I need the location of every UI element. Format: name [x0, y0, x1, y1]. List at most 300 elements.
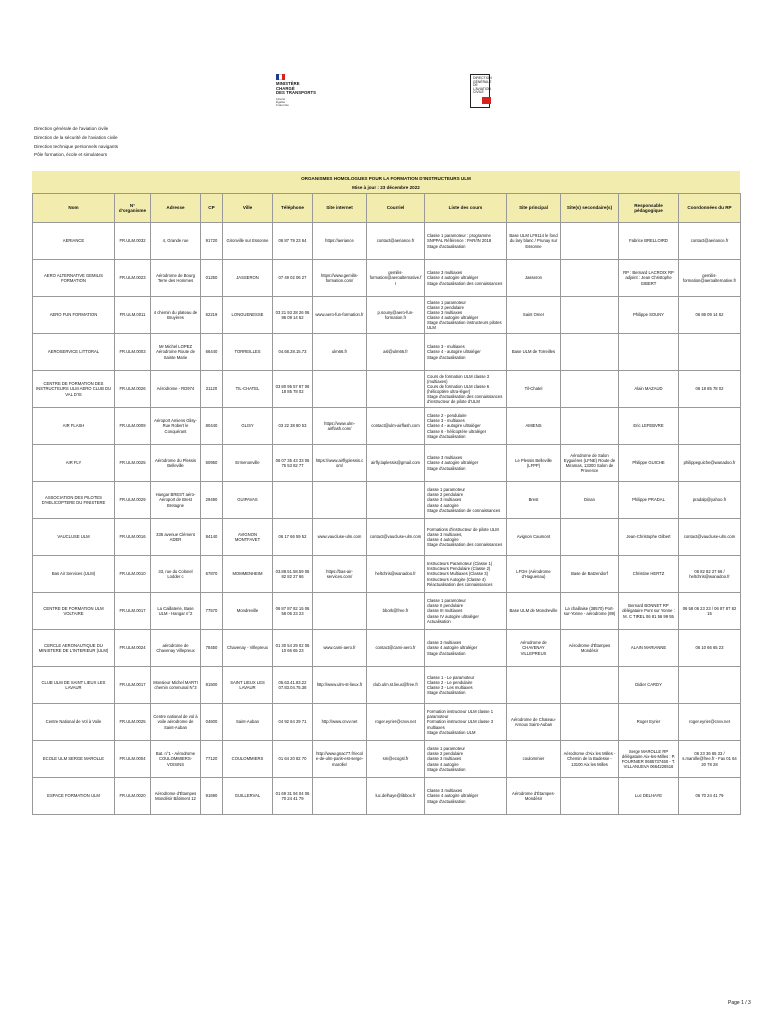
table-row [33, 519, 741, 556]
address: Aérodrome du Plessis Belleville [151, 445, 201, 482]
phone: 07 49 02 06 27 [273, 260, 313, 297]
table-row [33, 223, 741, 260]
org-name: CLUB ULM DE SAINT LIEUX LES LAVAUR [33, 667, 115, 704]
phone: 05.63.41.83.22 07.83.04.75.38 [273, 667, 313, 704]
email: contact@aeriance.fr [367, 223, 425, 260]
course-item: classe 3 multiaxes [427, 640, 462, 646]
col-header: Liste des cours [425, 194, 507, 223]
org-name: CENTRE DE FORMATION ULM VOLTAIRE [33, 593, 115, 630]
email: contact@vaucluse-ulm.com [367, 519, 425, 556]
email [367, 482, 425, 519]
pedagogical-lead: RP : Bernard LACROIX RP adjoint : Jean Christophe GIBERT [619, 260, 679, 297]
header-line: Direction de la sécurité de l'aviation civile [34, 134, 118, 140]
city: TORREILLES [223, 334, 273, 371]
org-number: FR.ULM.0026 [115, 371, 151, 408]
org-name: VAUCLUSE ULM [33, 519, 115, 556]
table-header-row [33, 194, 741, 223]
course-list [425, 297, 507, 334]
email: p.souny@aero-fun-formation.fr [367, 297, 425, 334]
postal-code: 81500 [201, 667, 223, 704]
secondary-sites: Aérodrome d'Aix les Milles - Chemin de la Badesse - 13100 Aix les Milles [561, 741, 619, 778]
main-site: Aérodrome de Chateau-Arnoux Saint-Auban [507, 704, 561, 741]
city: LONGUENESSE [223, 297, 273, 334]
course-item: Stage d'actualisation de connaissances [427, 507, 501, 513]
org-number: FR.ULM.0023 [115, 260, 151, 297]
secondary-sites [561, 519, 619, 556]
postal-code: 62219 [201, 297, 223, 334]
course-item: Actualisation [427, 618, 451, 624]
course-list [425, 445, 507, 482]
course-item: Classe 1 - Le paramoteur [427, 674, 475, 680]
course-item: Stage d'actualisation [427, 465, 466, 471]
course-item: Classe 6 - hélicoptère ultraléger [427, 428, 487, 434]
course-item: Classe 1 paramoteur [427, 299, 466, 305]
table-row [33, 334, 741, 371]
secondary-sites [561, 408, 619, 445]
course-item: classe 4 autogire ultraléger [427, 645, 478, 651]
website: https://www.airflyplessis.com/ [313, 445, 367, 482]
secondary-sites [561, 778, 619, 815]
pedagogical-lead: Philippe SOUNY [619, 297, 679, 334]
col-header: Courriel [367, 194, 425, 223]
table-row [33, 482, 741, 519]
course-item: Stage d'actualisation [427, 354, 466, 360]
col-header: CP [201, 194, 223, 223]
main-site: LFGH (Aérodrome d'Haguenau) [507, 556, 561, 593]
org-number: FR.ULM.0016 [115, 519, 151, 556]
postal-code: 84140 [201, 519, 223, 556]
course-item: Stage d'actualisation des connaissances [427, 280, 503, 286]
course-list [425, 704, 507, 741]
org-number: FR.ULM.0017 [115, 593, 151, 630]
email: heltchris@wanadoo.fr [367, 556, 425, 593]
org-name: Bas Air Services (ULM) [33, 556, 115, 593]
table-row [33, 556, 741, 593]
org-name: ESPACE FORMATION ULM [33, 778, 115, 815]
course-list [425, 778, 507, 815]
secondary-sites [561, 667, 619, 704]
course-list [425, 482, 507, 519]
postal-code: 80440 [201, 408, 223, 445]
course-item: Formations d'instructeur de pilote ULM classe 3 multiaxes, [427, 526, 499, 537]
secondary-sites [561, 704, 619, 741]
col-header: Ville [223, 194, 273, 223]
website: www.cami-aero.fr [313, 630, 367, 667]
course-item: Classe 2 - Le pendulaire [427, 679, 473, 685]
organisms-table [32, 193, 741, 815]
org-name: AERO FUN FORMATION [33, 297, 115, 334]
website: https://bas-air-services.com/ [313, 556, 367, 593]
table-row [33, 371, 741, 408]
col-header: Adresse [151, 194, 201, 223]
col-header: Site(s) secondaire(s) [561, 194, 619, 223]
course-item: classe III multiaxes [427, 608, 463, 614]
table-title: ORGANISMES HOMOLOGUES POUR LA FORMATION D'INSTRUCTEURS ULM [301, 176, 471, 181]
phone: 03 21 93 28 26 06 86 09 14 62 [273, 297, 313, 334]
lead-contact: contact@aeriance.fr [679, 223, 741, 260]
website: https://www.ulm-airflash.com/ [313, 408, 367, 445]
course-item: Cours de formation ULM classe 3 (multiaxes) [427, 373, 490, 384]
course-item: classe 1 paramoteur [427, 746, 465, 752]
org-name: AERIANCE [33, 223, 115, 260]
main-site: Base ULM LF9114 le fond du lary blanc / Prunay sur Essonne [507, 223, 561, 260]
website [313, 482, 367, 519]
lead-contact: pradalp@yahoo.fr [679, 482, 741, 519]
main-site: Base ULM de Torreilles [507, 334, 561, 371]
city: MOMMENHEIM [223, 556, 273, 593]
col-header: N° d'organisme [115, 194, 151, 223]
course-item: Stage d'actualisation [427, 433, 466, 439]
phone: 06 87 87 82 15 06 58 06 23 23 [273, 593, 313, 630]
phone: 01 69 31 94 04 06 70 24 41 79 [273, 778, 313, 815]
pedagogical-lead: Fabrice BRELLOIRD [619, 223, 679, 260]
email: asl@ulm66.fr [367, 334, 425, 371]
org-number: FR.ULM.0029 [115, 482, 151, 519]
postal-code: 29490 [201, 482, 223, 519]
course-item: Classe 4 - autogire ultraléger [427, 349, 481, 355]
address: Aérodrome d'Étampes Mondésir Bâtiment 12 [151, 778, 201, 815]
main-site: Til-Chatel [507, 371, 561, 408]
course-item: Stage d'actualisation [427, 690, 466, 696]
course-item: Instructeurs Paramoteur (Classe 1) [427, 561, 493, 567]
course-item: Stage d'actualisation instructeurs pilotes ULM [427, 320, 502, 331]
org-name: CERCLE AERONAUTIQUE DU MINISTERE DE L'INTERIEUR (ULM) [33, 630, 115, 667]
email: airfly.laplessis@gmail.com [367, 445, 425, 482]
main-site [507, 667, 561, 704]
course-item: Stage d'actualisation des connaissances [427, 542, 503, 548]
postal-code: 04600 [201, 704, 223, 741]
phone: 03 22 38 80 53 [273, 408, 313, 445]
main-site: AMIENS [507, 408, 561, 445]
email: bbork@free.fr [367, 593, 425, 630]
course-item: classe 4 autogire [427, 537, 459, 542]
course-item: classe 2 pendulaire [427, 751, 464, 757]
col-header: Site internet [313, 194, 367, 223]
city: COULOMMIERS [223, 741, 273, 778]
course-item: Classe 4 - autogire ultraléger [427, 423, 481, 429]
city: JASSERON [223, 260, 273, 297]
phone: 03.88.51.58.59 06 82 82 27 66 [273, 556, 313, 593]
table-row [33, 778, 741, 815]
address: Hangar BREST aéro-Aéroport de Brest Bretagne [151, 482, 201, 519]
col-header: Téléphone [273, 194, 313, 223]
postal-code: 91690 [201, 778, 223, 815]
course-item: Formation instructeur ULM classe 3 multiaxes [427, 719, 494, 730]
city: TIL-CHATEL [223, 371, 273, 408]
org-number: FR.ULM.0003 [115, 334, 151, 371]
secondary-sites: La chaillaise (38570) Port-sur-Yonne - aérodrome (89) [561, 593, 619, 630]
ministry-logo [276, 74, 336, 108]
lead-contact: 06 23 36 65 33 / s.marolle@free.fr - Fax 01 64 20 78 28 [679, 741, 741, 778]
email: sm@ecogsl.fr [367, 741, 425, 778]
address: Aéroport Amiens Glisy-Rue Robert le Conquérant [151, 408, 201, 445]
email: contact@ulm-airflash.com [367, 408, 425, 445]
city: Saint-Auban [223, 704, 273, 741]
postal-code: 78450 [201, 630, 223, 667]
secondary-sites [561, 334, 619, 371]
pedagogical-lead: Christine HERTZ [619, 556, 679, 593]
website: http://www.gnac77.fr/ecole-de-ulm-paris-est-serge-marolle/ [313, 741, 367, 778]
col-header: Site principal [507, 194, 561, 223]
lead-contact [679, 334, 741, 371]
email: gemilis-formation@aeroalternative.fr [367, 260, 425, 297]
main-site: Jasseron [507, 260, 561, 297]
website [313, 371, 367, 408]
email: roger.eyrier@cnvv.net [367, 704, 425, 741]
address: Monsieur Michel MARTI chemin communal N°3 [151, 667, 201, 704]
course-item: Classe 3 multiaxes [427, 270, 463, 276]
main-site: Brest [507, 482, 561, 519]
secondary-sites: Base de Batzendorf [561, 556, 619, 593]
city: GUILLERVAL [223, 778, 273, 815]
website [313, 778, 367, 815]
course-item: Stage d'actualisation ULM [427, 729, 476, 735]
course-item: Classe 4 autogire ultraléger [427, 315, 479, 320]
lead-contact: 06 82 82 27 66 / heltchris@wanadoo.fr [679, 556, 741, 593]
website [313, 593, 367, 630]
lead-contact: 06 10 66 65 23 [679, 630, 741, 667]
course-item: Formation instructeur ULM classe 1 paramoteur [427, 709, 494, 720]
org-number: FR.ULM.0004 [115, 741, 151, 778]
course-item: Classe 4 autogire ultraléger [427, 275, 479, 281]
phone: 04.68.28.15.73 [273, 334, 313, 371]
org-number: FR.ULM.0011 [115, 297, 151, 334]
address: Aérodrome - RD974 [151, 371, 201, 408]
address: 4, Grande rue [151, 223, 201, 260]
phone: 06 87 79 23 64 [273, 223, 313, 260]
phone: 03 80 95 57 87 06 18 85 78 02 [273, 371, 313, 408]
course-item: Classe 3 - multiaxes [427, 344, 465, 350]
org-number: FR.ULM.0017 [115, 667, 151, 704]
main-site: Saint Omer [507, 297, 561, 334]
update-date: Mise à jour : 23 décembre 2022 [352, 185, 420, 190]
org-number: FR.ULM.0009 [115, 408, 151, 445]
course-item: classe 1 paramoteur [427, 487, 465, 493]
table-row [33, 297, 741, 334]
pedagogical-lead: Roger Eyrier [619, 704, 679, 741]
org-number: FR.ULM.0024 [115, 630, 151, 667]
phone: 01 30 54 29 02 06 10 66 65 23 [273, 630, 313, 667]
table-row [33, 593, 741, 630]
table-row [33, 260, 741, 297]
phone [273, 482, 313, 519]
org-name: ECOLE ULM SERGE MAROLLE [33, 741, 115, 778]
secondary-sites [561, 297, 619, 334]
header-line: Direction technique personnels navigants [34, 143, 119, 149]
lead-contact: roger.eyrier@cnvv.net [679, 704, 741, 741]
city: Gironville sur Essonne [223, 223, 273, 260]
course-list [425, 334, 507, 371]
secondary-sites [561, 371, 619, 408]
course-list [425, 593, 507, 630]
lead-contact [679, 408, 741, 445]
course-item: Classe 3 multiaxes [427, 455, 463, 461]
pedagogical-lead: Didier CARDY [619, 667, 679, 704]
org-name: AEROSERVICE LITTORAL [33, 334, 115, 371]
course-list [425, 408, 507, 445]
phone: 06 07 35 43 33 06 75 53 82 77 [273, 445, 313, 482]
website: ulm66.fr [313, 334, 367, 371]
postal-code: 01250 [201, 260, 223, 297]
org-name: ASSOCIATION DES PILOTES D'HELICOPTERE DU FINISTERE [33, 482, 115, 519]
postal-code: 67870 [201, 556, 223, 593]
course-item: classe 3 multiaxes [427, 497, 462, 503]
address: Aérodrome de Bourg Terre des Hommes [151, 260, 201, 297]
course-item: Instructeurs Pendulaire (Classe 2) [427, 566, 491, 572]
city: GUIPAVAS [223, 482, 273, 519]
email [367, 371, 425, 408]
secondary-sites [561, 223, 619, 260]
course-list [425, 519, 507, 556]
course-item: Stage d'actualisation [427, 766, 466, 772]
course-list [425, 371, 507, 408]
course-item: classe 2 pendulaire [427, 492, 464, 498]
header-lines [34, 125, 118, 160]
pedagogical-lead: Philippe PRADAL [619, 482, 679, 519]
main-site: Le Plessis Belleville (LFPP) [507, 445, 561, 482]
col-header: Nom [33, 194, 115, 223]
postal-code: 91720 [201, 223, 223, 260]
course-list [425, 556, 507, 593]
ministry-motto: Liberté Égalité Fraternité [276, 96, 289, 108]
pedagogical-lead: Bernard BONNET RP délégataire Pont sur Yonne : M. C TIREL 06 81 56 99 55 [619, 593, 679, 630]
course-list [425, 667, 507, 704]
secondary-sites: Aérodrome de Salon Eyguières (LFNE) Route de Miramas, 13300 Salon de Provence [561, 445, 619, 482]
address: 33, rue du Colonel Lodder c [151, 556, 201, 593]
course-item: Instructeurs Multiaxes (Classe 3) [427, 571, 488, 577]
email: luc.delhaye@libbox.fr [367, 778, 425, 815]
lead-contact: philippeguiche@wanadoo.fr [679, 445, 741, 482]
city: GLISY [223, 408, 273, 445]
org-name: CENTRE DE FORMATION DES INSTRUCTEURS ULM AERO CLUB DU VAL D'IS [33, 371, 115, 408]
address: 4 chemin du plateau de Bruyères [151, 297, 201, 334]
org-number: FR.ULM.0025 [115, 445, 151, 482]
website: www.aero-fun-formation.fr [313, 297, 367, 334]
postal-code: 60950 [201, 445, 223, 482]
pedagogical-lead: Eric LEFEBVRE [619, 408, 679, 445]
course-item: Classe 2 pendulaire [427, 304, 465, 310]
address: 335 avenue Clément ADER [151, 519, 201, 556]
course-list [425, 260, 507, 297]
course-item: classe 3 multiaxes [427, 756, 462, 762]
main-site: Base ULM de Mondreville [507, 593, 561, 630]
course-item: Classe 1 paramoteur : programme SNPPAL Référence : PAR/IN 2018 [427, 233, 492, 244]
postal-code: 77120 [201, 741, 223, 778]
course-item: Classe 3 - multiaxes [427, 418, 465, 424]
course-item: Classe 3 multiaxes [427, 309, 463, 315]
phone: 06 17 66 59 52 [273, 519, 313, 556]
course-item: classe 4 autogire [427, 761, 459, 767]
org-name: AERO ALTERNATIVE GEMILIS FORMATION [33, 260, 115, 297]
pedagogical-lead: Jean-Christophe Gilbert [619, 519, 679, 556]
table-row [33, 445, 741, 482]
pedagogical-lead: Alain MAZAUD [619, 371, 679, 408]
org-name: Centre National de Vol à Voile [33, 704, 115, 741]
course-item: Stage d'actualisation des connaissances d'instructeur de pilote d'ULM [427, 394, 503, 405]
city: Chavenay - Villepreux [223, 630, 273, 667]
address: Centre national de vol à voile aérodrome de Saint-Auban [151, 704, 201, 741]
city: Ermenonville [223, 445, 273, 482]
website: https://www.gemilis-formation.com/ [313, 260, 367, 297]
address: La Caillaterie, Base ULM - Hangar n°2 [151, 593, 201, 630]
phone: 04 92 64 29 71 [273, 704, 313, 741]
header-line: Pôle formation, école et simulateurs [34, 152, 108, 158]
main-site: coulommier [507, 741, 561, 778]
col-header: Coordonnées du RP [679, 194, 741, 223]
course-item: Instructeurs Autogire (Classe 4) [427, 576, 486, 582]
postal-code: 66440 [201, 334, 223, 371]
city: Mondreville [223, 593, 273, 630]
course-item: Classe 4 autogire ultraléger [427, 460, 479, 466]
pedagogical-lead [619, 334, 679, 371]
lead-contact: gemilis-formation@aeroalternative.fr [679, 260, 741, 297]
table-row [33, 630, 741, 667]
secondary-sites [561, 260, 619, 297]
table-row [33, 667, 741, 704]
address: Mr Michel LOPEZ Aérodrome Route de Sainte Marie [151, 334, 201, 371]
course-item: classe IV autogire ultraléger [427, 613, 479, 619]
col-header: Responsable pédagogique [619, 194, 679, 223]
secondary-sites: Dinan [561, 482, 619, 519]
lead-contact: 06 70 24 41 79 [679, 778, 741, 815]
phone: 01 64 20 82 70 [273, 741, 313, 778]
city: AVIGNON MONTFAVET [223, 519, 273, 556]
lead-contact: 06 18 85 78 02 [679, 371, 741, 408]
secondary-sites: Aérodrome d'Étampes Mondésir [561, 630, 619, 667]
lead-contact [679, 667, 741, 704]
email: contact@cami-aero.fr [367, 630, 425, 667]
course-list [425, 630, 507, 667]
course-item: classe II pendulaire [427, 603, 464, 609]
course-item: Classe 1 paramoteur [427, 598, 466, 604]
french-flag-icon [276, 74, 285, 80]
website: http://www.ulm-st-lieux.fr [313, 667, 367, 704]
pedagogical-lead: Luc DELHAYE [619, 778, 679, 815]
course-item: classe 4 autogire [427, 502, 459, 508]
course-list [425, 223, 507, 260]
postal-code: 77570 [201, 593, 223, 630]
org-number: FR.ULM.0020 [115, 778, 151, 815]
postal-code: 21120 [201, 371, 223, 408]
course-item: Stage d'actualisation [427, 798, 466, 804]
course-item: Stage d'actualisation [427, 243, 466, 249]
website: https://aeriance [313, 223, 367, 260]
course-item: Classe 3 - Les multiaxes [427, 685, 473, 690]
org-number: FR.ULM.0032 [115, 223, 151, 260]
ministry-name: MINISTÈRE CHARGÉ DES TRANSPORTS [276, 81, 317, 96]
course-list [425, 741, 507, 778]
org-name: AIR FLASH [33, 408, 115, 445]
org-number: FR.ULM.0010 [115, 556, 151, 593]
website: http://www.cnvv.net [313, 704, 367, 741]
dgac-logo: DIRECTION GÉNÉRALE DE L'AVIATION CIVILE [470, 74, 490, 108]
city: SAINT LIEUX LES LAVAUR [223, 667, 273, 704]
lead-contact: 06 58 06 23 23 / 06 87 87 82 15 [679, 593, 741, 630]
course-item: Stage d'actualisation [427, 650, 466, 656]
website: www.vaucluse-ulm.com [313, 519, 367, 556]
main-site: Aérodrome de CHAVENAY VILLEPREUX [507, 630, 561, 667]
org-name: AIR FLY [33, 445, 115, 482]
main-site: Avignon Caumont [507, 519, 561, 556]
table-row [33, 408, 741, 445]
header-line: Direction générale de l'aviation civile [34, 126, 109, 131]
table-title-block [32, 171, 740, 193]
course-item: Cours de formation ULM classe 6 (hélicoptère ultra-léger) [427, 383, 490, 394]
org-number: FR.ULM.0025 [115, 704, 151, 741]
table-row [33, 704, 741, 741]
main-site: Aérodrome d'Étampes-Mondésir [507, 778, 561, 815]
pedagogical-lead: Philippe GUICHE [619, 445, 679, 482]
